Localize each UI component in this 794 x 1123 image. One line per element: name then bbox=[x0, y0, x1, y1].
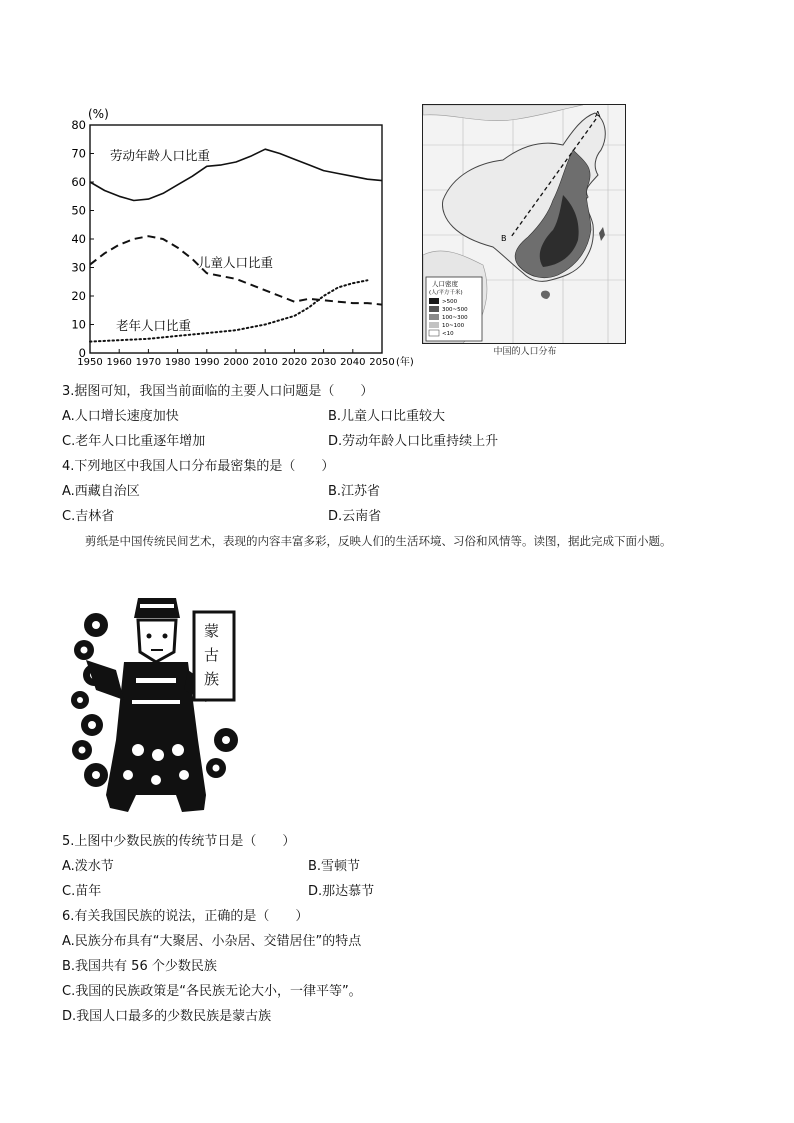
legend-item-5: <10 bbox=[442, 331, 454, 337]
question-3-option-a[interactable]: A.人口增长速度加快 bbox=[62, 409, 179, 424]
population-map bbox=[422, 104, 626, 344]
x-tick-label: 1980 bbox=[164, 357, 191, 368]
x-axis-ticks bbox=[77, 349, 414, 368]
y-tick-label: 10 bbox=[71, 317, 86, 332]
question-5-option-a[interactable]: A.泼水节 bbox=[62, 859, 114, 874]
banner-text: 蒙 古 族 bbox=[204, 622, 220, 688]
question-3-option-d[interactable]: D.劳动年龄人口比重持续上升 bbox=[328, 434, 499, 449]
question-6-option-d[interactable]: D.我国人口最多的少数民族是蒙古族 bbox=[62, 1009, 272, 1024]
map-caption: 中国的人口分布 bbox=[493, 347, 557, 357]
population-ratio-chart bbox=[60, 100, 420, 368]
question-3-stem: 3.据图可知，我国当前面临的主要人口问题是（ ） bbox=[62, 384, 374, 399]
x-tick-label: 2010 bbox=[252, 357, 278, 368]
question-4-option-a[interactable]: A.西藏自治区 bbox=[62, 484, 140, 499]
papercut-image bbox=[66, 590, 246, 816]
question-6-option-c[interactable]: C.我国的民族政策是“各民族无论大小，一律平等”。 bbox=[62, 984, 362, 999]
x-tick-label: 1960 bbox=[106, 357, 132, 368]
map-legend bbox=[426, 277, 482, 341]
legend-item-1: >500 bbox=[442, 299, 458, 305]
question-4-option-b[interactable]: B.江苏省 bbox=[328, 484, 381, 499]
x-unit-label: (年) bbox=[396, 357, 414, 368]
series-label-elderly: 老年人口比重 bbox=[116, 318, 192, 333]
series-lines bbox=[90, 149, 382, 341]
map-drawing bbox=[423, 105, 625, 343]
question-5-option-b[interactable]: B.雪顿节 bbox=[308, 859, 361, 874]
question-5-stem: 5.上图中少数民族的传统节日是（ ） bbox=[62, 834, 296, 849]
question-4-stem: 4.下列地区中我国人口分布最密集的是（ ） bbox=[62, 459, 335, 474]
question-4-option-c[interactable]: C.吉林省 bbox=[62, 509, 115, 524]
x-tick-label: 1990 bbox=[194, 357, 220, 368]
question-6-option-b[interactable]: B.我国共有 56 个少数民族 bbox=[62, 959, 217, 974]
series-label-children: 儿童人口比重 bbox=[198, 255, 274, 270]
y-tick-label: 60 bbox=[71, 175, 86, 189]
legend-unit: (人/平方千米) bbox=[429, 290, 463, 296]
question-5-option-c[interactable]: C.苗年 bbox=[62, 884, 102, 899]
legend-item-2: 300~500 bbox=[442, 307, 468, 313]
y-tick-label: 80 bbox=[71, 118, 86, 132]
x-tick-label: 2050 bbox=[369, 357, 395, 368]
question-3-option-b[interactable]: B.儿童人口比重较大 bbox=[328, 409, 446, 424]
y-unit-label: (%) bbox=[88, 107, 109, 121]
y-tick-label: 70 bbox=[71, 146, 86, 161]
question-6-stem: 6.有关我国民族的说法，正确的是（ ） bbox=[62, 909, 309, 924]
point-b-label: B bbox=[501, 234, 507, 243]
legend-item-3: 100~300 bbox=[442, 315, 468, 321]
y-tick-label: 30 bbox=[71, 260, 86, 275]
x-tick-label: 2020 bbox=[281, 357, 308, 368]
series-label-labor: 劳动年龄人口比重 bbox=[110, 148, 211, 163]
question-6-option-a[interactable]: A.民族分布具有“大聚居、小杂居、交错居住”的特点 bbox=[62, 934, 362, 949]
reading-intro: 剪纸是中国传统民间艺术，表现的内容丰富多彩，反映人们的生活环境、习俗和风情等。读图，据此完成下面小题。 bbox=[85, 534, 672, 548]
y-tick-label: 0 bbox=[78, 346, 86, 360]
point-a-label: A bbox=[595, 110, 601, 119]
question-3-option-c[interactable]: C.老年人口比重逐年增加 bbox=[62, 434, 206, 449]
y-tick-label: 40 bbox=[71, 232, 86, 246]
x-tick-label: 1950 bbox=[77, 357, 103, 368]
x-tick-label: 2040 bbox=[340, 357, 366, 368]
series-line-1 bbox=[90, 236, 382, 304]
legend-title: 人口密度 bbox=[432, 280, 458, 288]
x-tick-label: 2030 bbox=[310, 357, 337, 368]
question-5-option-d[interactable]: D.那达慕节 bbox=[308, 884, 375, 899]
legend-item-4: 10~100 bbox=[442, 323, 465, 329]
x-tick-label: 2000 bbox=[223, 357, 249, 368]
y-tick-label: 20 bbox=[71, 289, 86, 303]
question-4-option-d[interactable]: D.云南省 bbox=[328, 509, 382, 524]
y-tick-label: 50 bbox=[71, 203, 86, 218]
x-tick-label: 1970 bbox=[135, 357, 162, 368]
